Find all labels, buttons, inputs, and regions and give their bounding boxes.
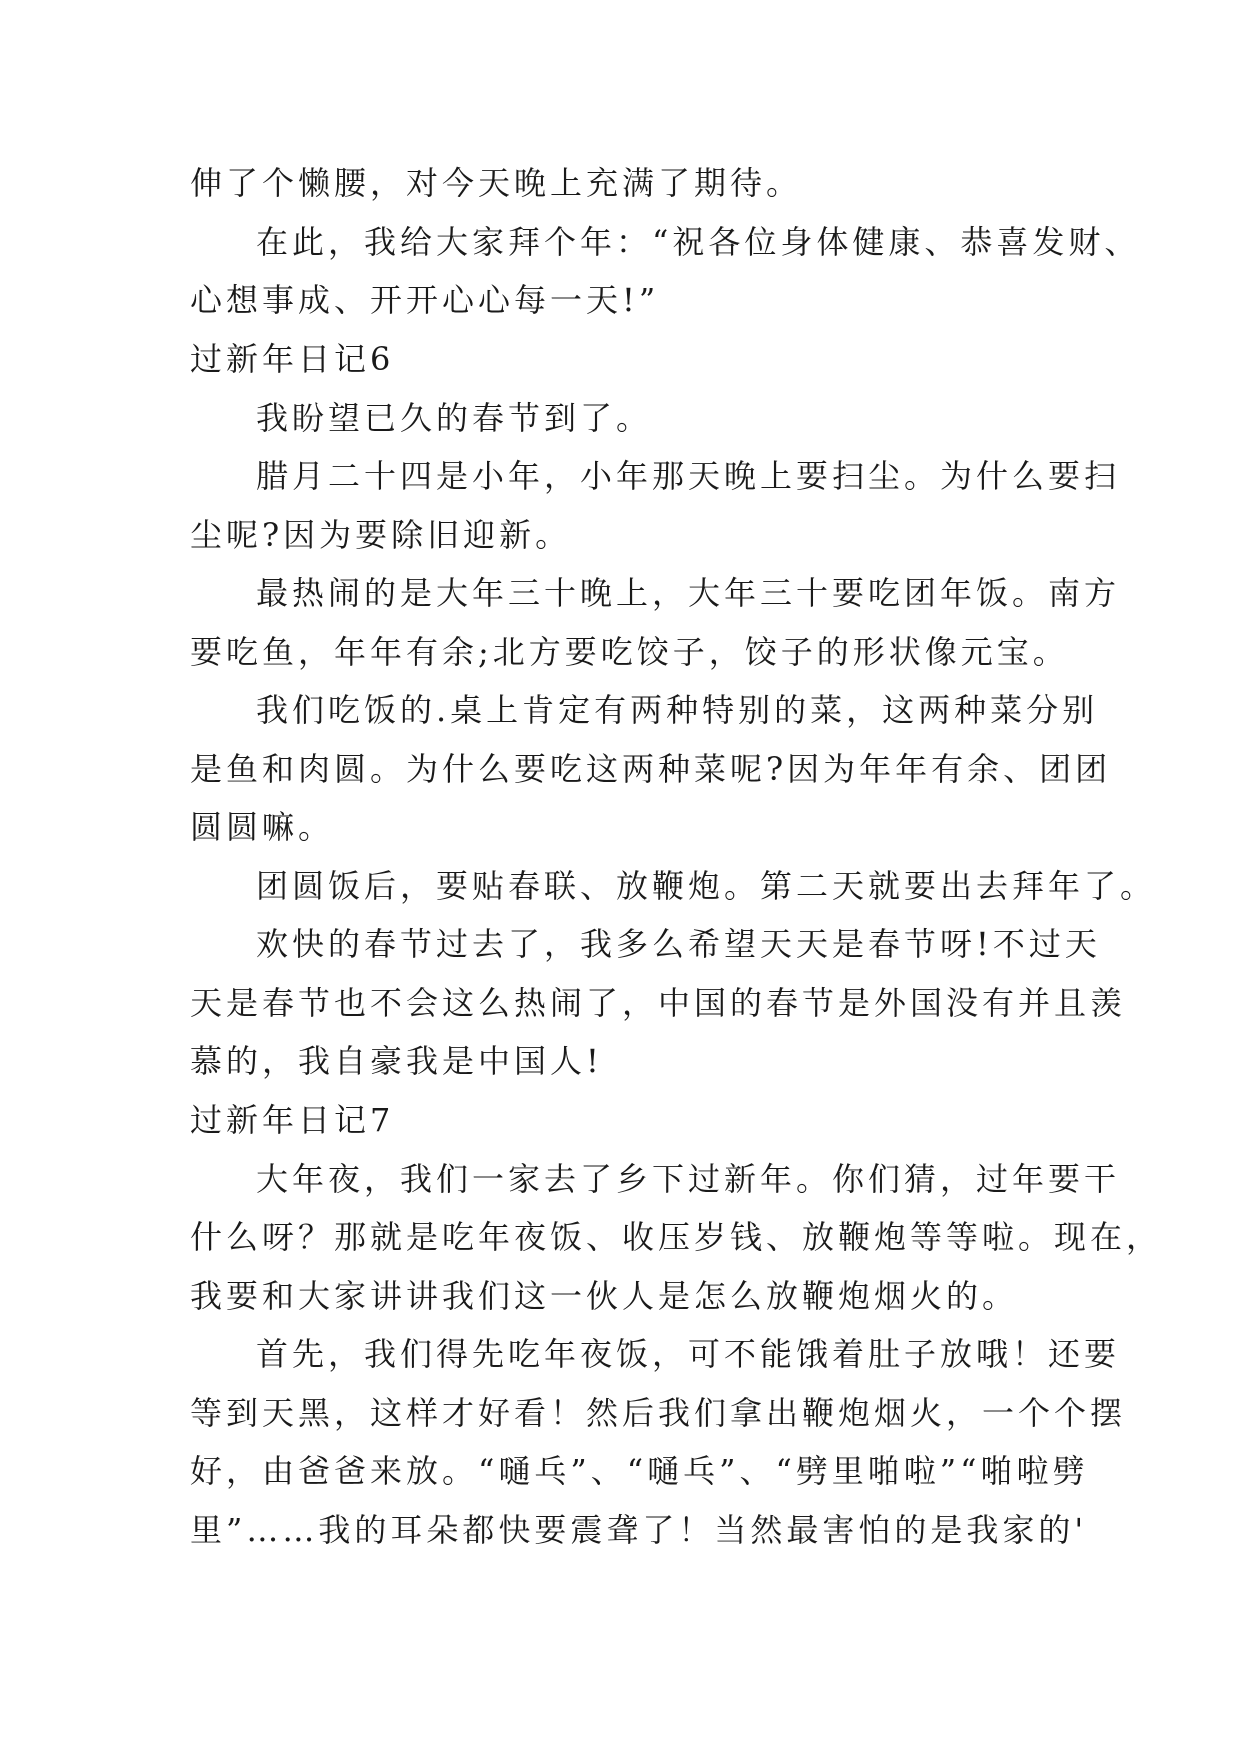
text-line: 里”……我的耳朵都快要震聋了！当然最害怕的是我家的' (190, 1511, 1088, 1549)
text-line: 什么呀？那就是吃年夜饭、收压岁钱、放鞭炮等等啦。现在， (190, 1218, 1163, 1256)
text-line: 伸了个懒腰，对今天晚上充满了期待。 (190, 164, 803, 202)
paragraph-line: 在此，我给大家拜个年：“祝各位身体健康、恭喜发财、 (256, 223, 1141, 261)
text-line: 心想事成、开开心心每一天!” (190, 281, 660, 319)
paragraph-line: 欢快的春节过去了，我多么希望天天是春节呀!不过天 (256, 925, 1101, 963)
text-line: 我要和大家讲讲我们这一伙人是怎么放鞭炮烟火的。 (190, 1277, 1019, 1315)
text-line: 是鱼和肉圆。为什么要吃这两种菜呢?因为年年有余、团团 (190, 750, 1112, 788)
section-heading: 过新年日记6 (190, 340, 395, 378)
paragraph-line: 我盼望已久的春节到了。 (256, 399, 653, 437)
paragraph-line: 我们吃饭的.桌上肯定有两种特别的菜，这两种菜分别 (256, 691, 1099, 729)
text-line: 等到天黑，这样才好看！然后我们拿出鞭炮烟火，一个个摆 (190, 1394, 1127, 1432)
text-line: 慕的，我自豪我是中国人! (190, 1042, 603, 1080)
paragraph-line: 首先，我们得先吃年夜饭，可不能饿着肚子放哦！还要 (256, 1335, 1121, 1373)
text-line: 尘呢?因为要除旧迎新。 (190, 516, 572, 554)
paragraph-line: 大年夜，我们一家去了乡下过新年。你们猜，过年要干 (256, 1160, 1121, 1198)
paragraph-line: 团圆饭后，要贴春联、放鞭炮。第二天就要出去拜年了。 (256, 867, 1157, 905)
section-heading: 过新年日记7 (190, 1101, 395, 1139)
text-line: 要吃鱼，年年有余;北方要吃饺子，饺子的形状像元宝。 (190, 633, 1069, 671)
text-line: 圆圆嘛。 (190, 808, 335, 846)
paragraph-line: 最热闹的是大年三十晚上，大年三十要吃团年饭。南方 (256, 574, 1121, 612)
paragraph-line: 腊月二十四是小年，小年那天晚上要扫尘。为什么要扫 (256, 457, 1121, 495)
text-line: 好，由爸爸来放。“嗵乓”、“嗵乓”、“劈里啪啦”“啪啦劈 (190, 1452, 1089, 1490)
text-line: 天是春节也不会这么热闹了，中国的春节是外国没有并且羡 (190, 984, 1127, 1022)
